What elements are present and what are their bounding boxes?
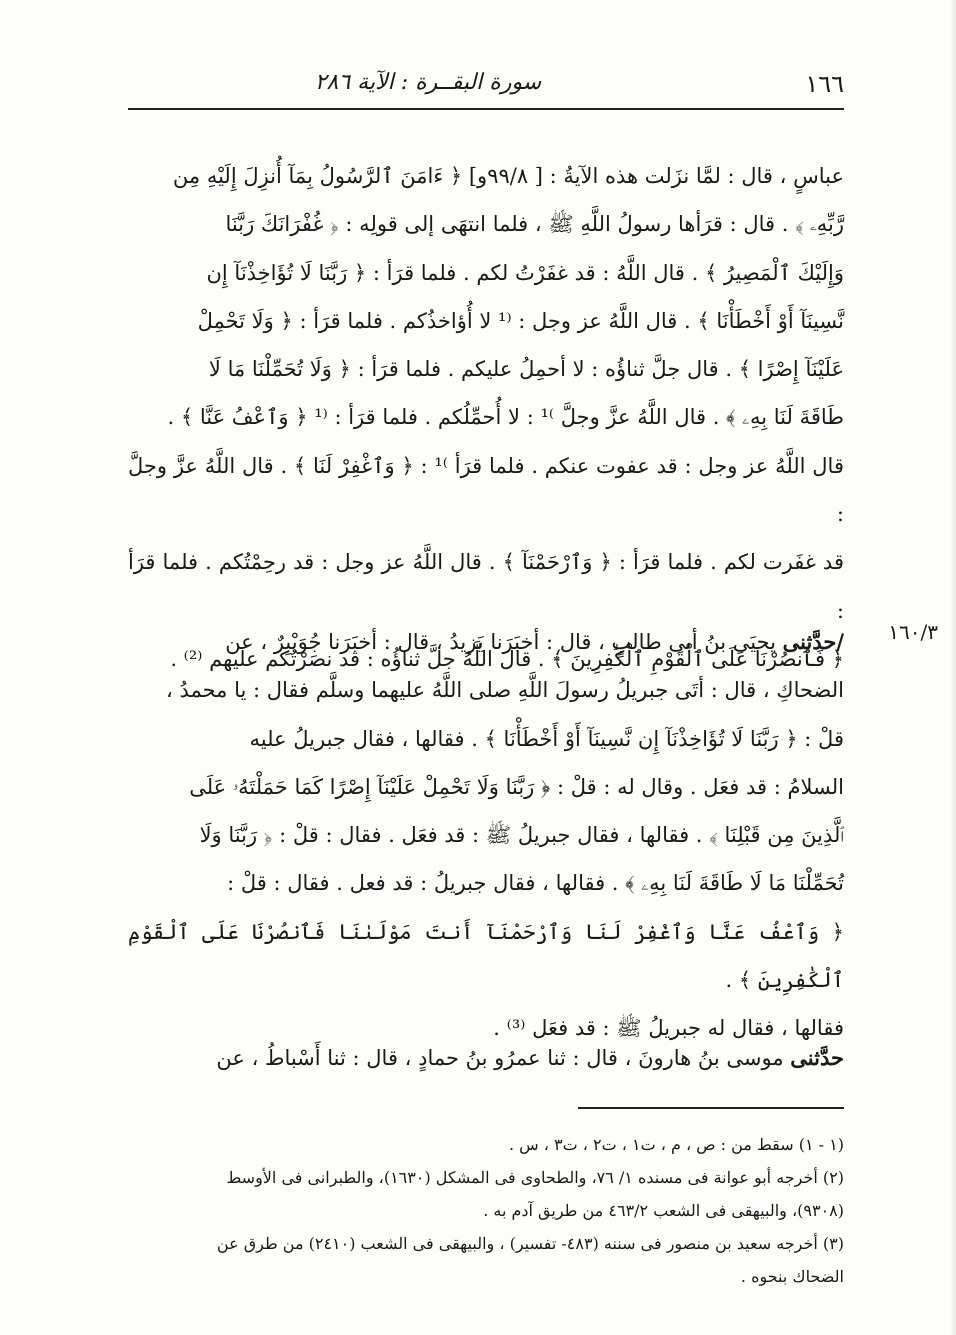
margin-reference-label: ١٦٠/٣ (888, 620, 938, 644)
footnote-line: (٢) أخرجه أبو عوانة فى مسنده ١/ ٧٦، والطحاوى فى المشكل (١٦٣٠)، والطبرانى فى الأوسط (226, 1168, 844, 1187)
text-line (128, 1034, 844, 1082)
text-line: عَلَيْنَآ إِصْرًا ﴾ . قال جلَّ ثناؤُه : لا أحمِلُ عليكم . فلما قرَأ : ﴿ وَلَا تُحَمِّلْنَا مَا لَا (208, 357, 844, 382)
text-line: ﴿ وَٱعْفُ عَنَّا وَٱغْفِرْ لَنَا وَٱرْحَمْنَآ أَنتَ مَوْلَىٰنَا فَٱنصُرْنَا عَلَى ٱلْقَوْمِ ٱلْكَٰفِرِينَ ﴾ . (128, 919, 844, 993)
footnote-line: (١ - ١) سقط من : ص ، م ، ت١ ، ت٢ ، ت٣ ، س . (508, 1135, 844, 1154)
margin-reference (858, 620, 938, 644)
text-line: رَّبِّهِۦ ﴾ . قال : قرَأها رسولُ اللَّهِ ﷺ ، فلما انتهَى إلى قولِه : ﴿ غُفْرَانَكَ رَبَّنَا (225, 212, 844, 237)
narrator-label: /حدَّثنى (782, 629, 844, 654)
narrator-label: حدَّثنى (790, 1045, 844, 1070)
text-line: طَاقَةَ لَنَا بِهِۦ ﴾ . قال اللَّهُ عزَّ وجلَّ ⁾¹ : لا أُحمِّلُكم . فلما قرَأ : ⁽¹ ﴿ وَٱعْفُ عَنَّا ﴾ . (167, 405, 844, 430)
footnote-line: (٩٣٠٨)، والبيهقى فى الشعب ٤٦٣/٢ من طريق آدم به . (483, 1201, 844, 1220)
line-text: يحيَى بنُ أبى طالبٍ ، قال : أخبَرَنا يَزيدُ ، قال : أخبَرَنا جُوَيْبِرٌ ، عن (225, 630, 783, 654)
running-head: سورة البقــرة : الآية ٢٨٦ (314, 70, 542, 95)
footnotes (128, 1128, 844, 1293)
text-line: ٱلَّذِينَ مِن قَبْلِنَا ﴾ . فقالها ، فقال جبريلُ ﷺ : قد فعَل . فقال : قلْ : ﴿ رَبَّنَا وَلَا (199, 823, 844, 848)
text-line: الضحاكِ ، قال : أتَى جبريلُ رسولَ اللَّهِ صلى اللَّهُ عليهما وسلَّم فقال : يا محمدُ ، (166, 678, 844, 703)
footnote-divider (578, 1107, 844, 1109)
footnote-line: (٣) أخرجه سعيد بن منصور فى سننه (٤٨٣- تفسير) ، والبيهقى فى الشعب (٢٤١٠) من طرق عن (216, 1234, 844, 1253)
page-edge (950, 0, 956, 1335)
page-number: ١٦٦ (805, 70, 844, 98)
text-line (128, 618, 844, 666)
line-text: موسى بنُ هارونَ ، قال : ثنا عمرُو بنُ حمادٍ ، قال : ثنا أَسْباطُ ، عن (216, 1046, 791, 1070)
text-line: عباسٍ ، قال : لمَّا نزَلت هذه الآيةُ : [ ٩٩/٨و] ﴿ ءَامَنَ ٱلرَّسُولُ بِمَآ أُنزِلَ إِلَيْهِ مِن (172, 164, 844, 188)
footnote-line: الضحاك بنحوه . (740, 1267, 844, 1286)
paragraph-1 (128, 152, 844, 683)
text-line: نَّسِينَآ أَوْ أَخْطَأْنَا ﴾ . قال اللَّهُ عز وجل : ⁽¹ لا أُؤاخذُكم . فلما قرَأ : ﴿ وَلَا تَحْمِلْ (197, 308, 844, 333)
text-line: وَإِلَيْكَ ٱلْمَصِيرُ ﴾ . قال اللَّهُ : قد غفَرْتُ لكم . فلما قرَأ : ﴿ رَبَّنَا لَا تُؤَاخِذْنَآ إِن (206, 260, 844, 285)
text-line: قال اللَّهُ عز وجل : قد عفوت عنكم . فلما قرَأ ⁾¹ : ﴿ وَٱغْفِرْ لَنَا ﴾ . قال اللَّهُ عزَّ وجلَّ : (128, 453, 844, 527)
text-line: قد غفَرت لكم . فلما قرَأ : ﴿ وَٱرْحَمْنَآ ﴾ . قال اللَّهُ عز وجل : قد رحِمْتُكم . فلما قرَأ : (128, 550, 844, 623)
text-line: فقالها ، فقال له جبريلُ ﷺ : قد فعَل ⁽³⁾ . (493, 1016, 844, 1041)
text-line: قلْ : ﴿ رَبَّنَا لَا تُؤَاخِذْنَآ إِن نَّسِينَآ أَوْ أَخْطَأْنَا ﴾ . فقالها ، فقال جبريلُ عليه (249, 726, 844, 751)
text-line: السلامُ : قد فعَل . وقال له : قلْ : ﴿ رَبَّنَا وَلَا تَحْمِلْ عَلَيْنَآ إِصْرًا كَمَا حَمَلْتَهُۥ عَلَى (189, 774, 844, 799)
header-divider (128, 108, 844, 110)
paragraph-3 (128, 1034, 844, 1082)
text-line: تُحَمِّلْنَا مَا لَا طَاقَةَ لَنَا بِهِۦ ﴾ . فقالها ، فقال جبريلُ : قد فعل . فقال : قلْ : (227, 871, 844, 896)
paragraph-2 (128, 618, 844, 1053)
text-line: ﴿ فَٱنصُرْنَا عَلَى ٱلْقَوْمِ ٱلْكَٰفِرِينَ ﴾ . قال اللَّهُ جلَّ ثناؤُه : قد نصَرْتُكم عليهم ⁽²⁾ . (170, 646, 844, 671)
page-header (128, 68, 844, 118)
